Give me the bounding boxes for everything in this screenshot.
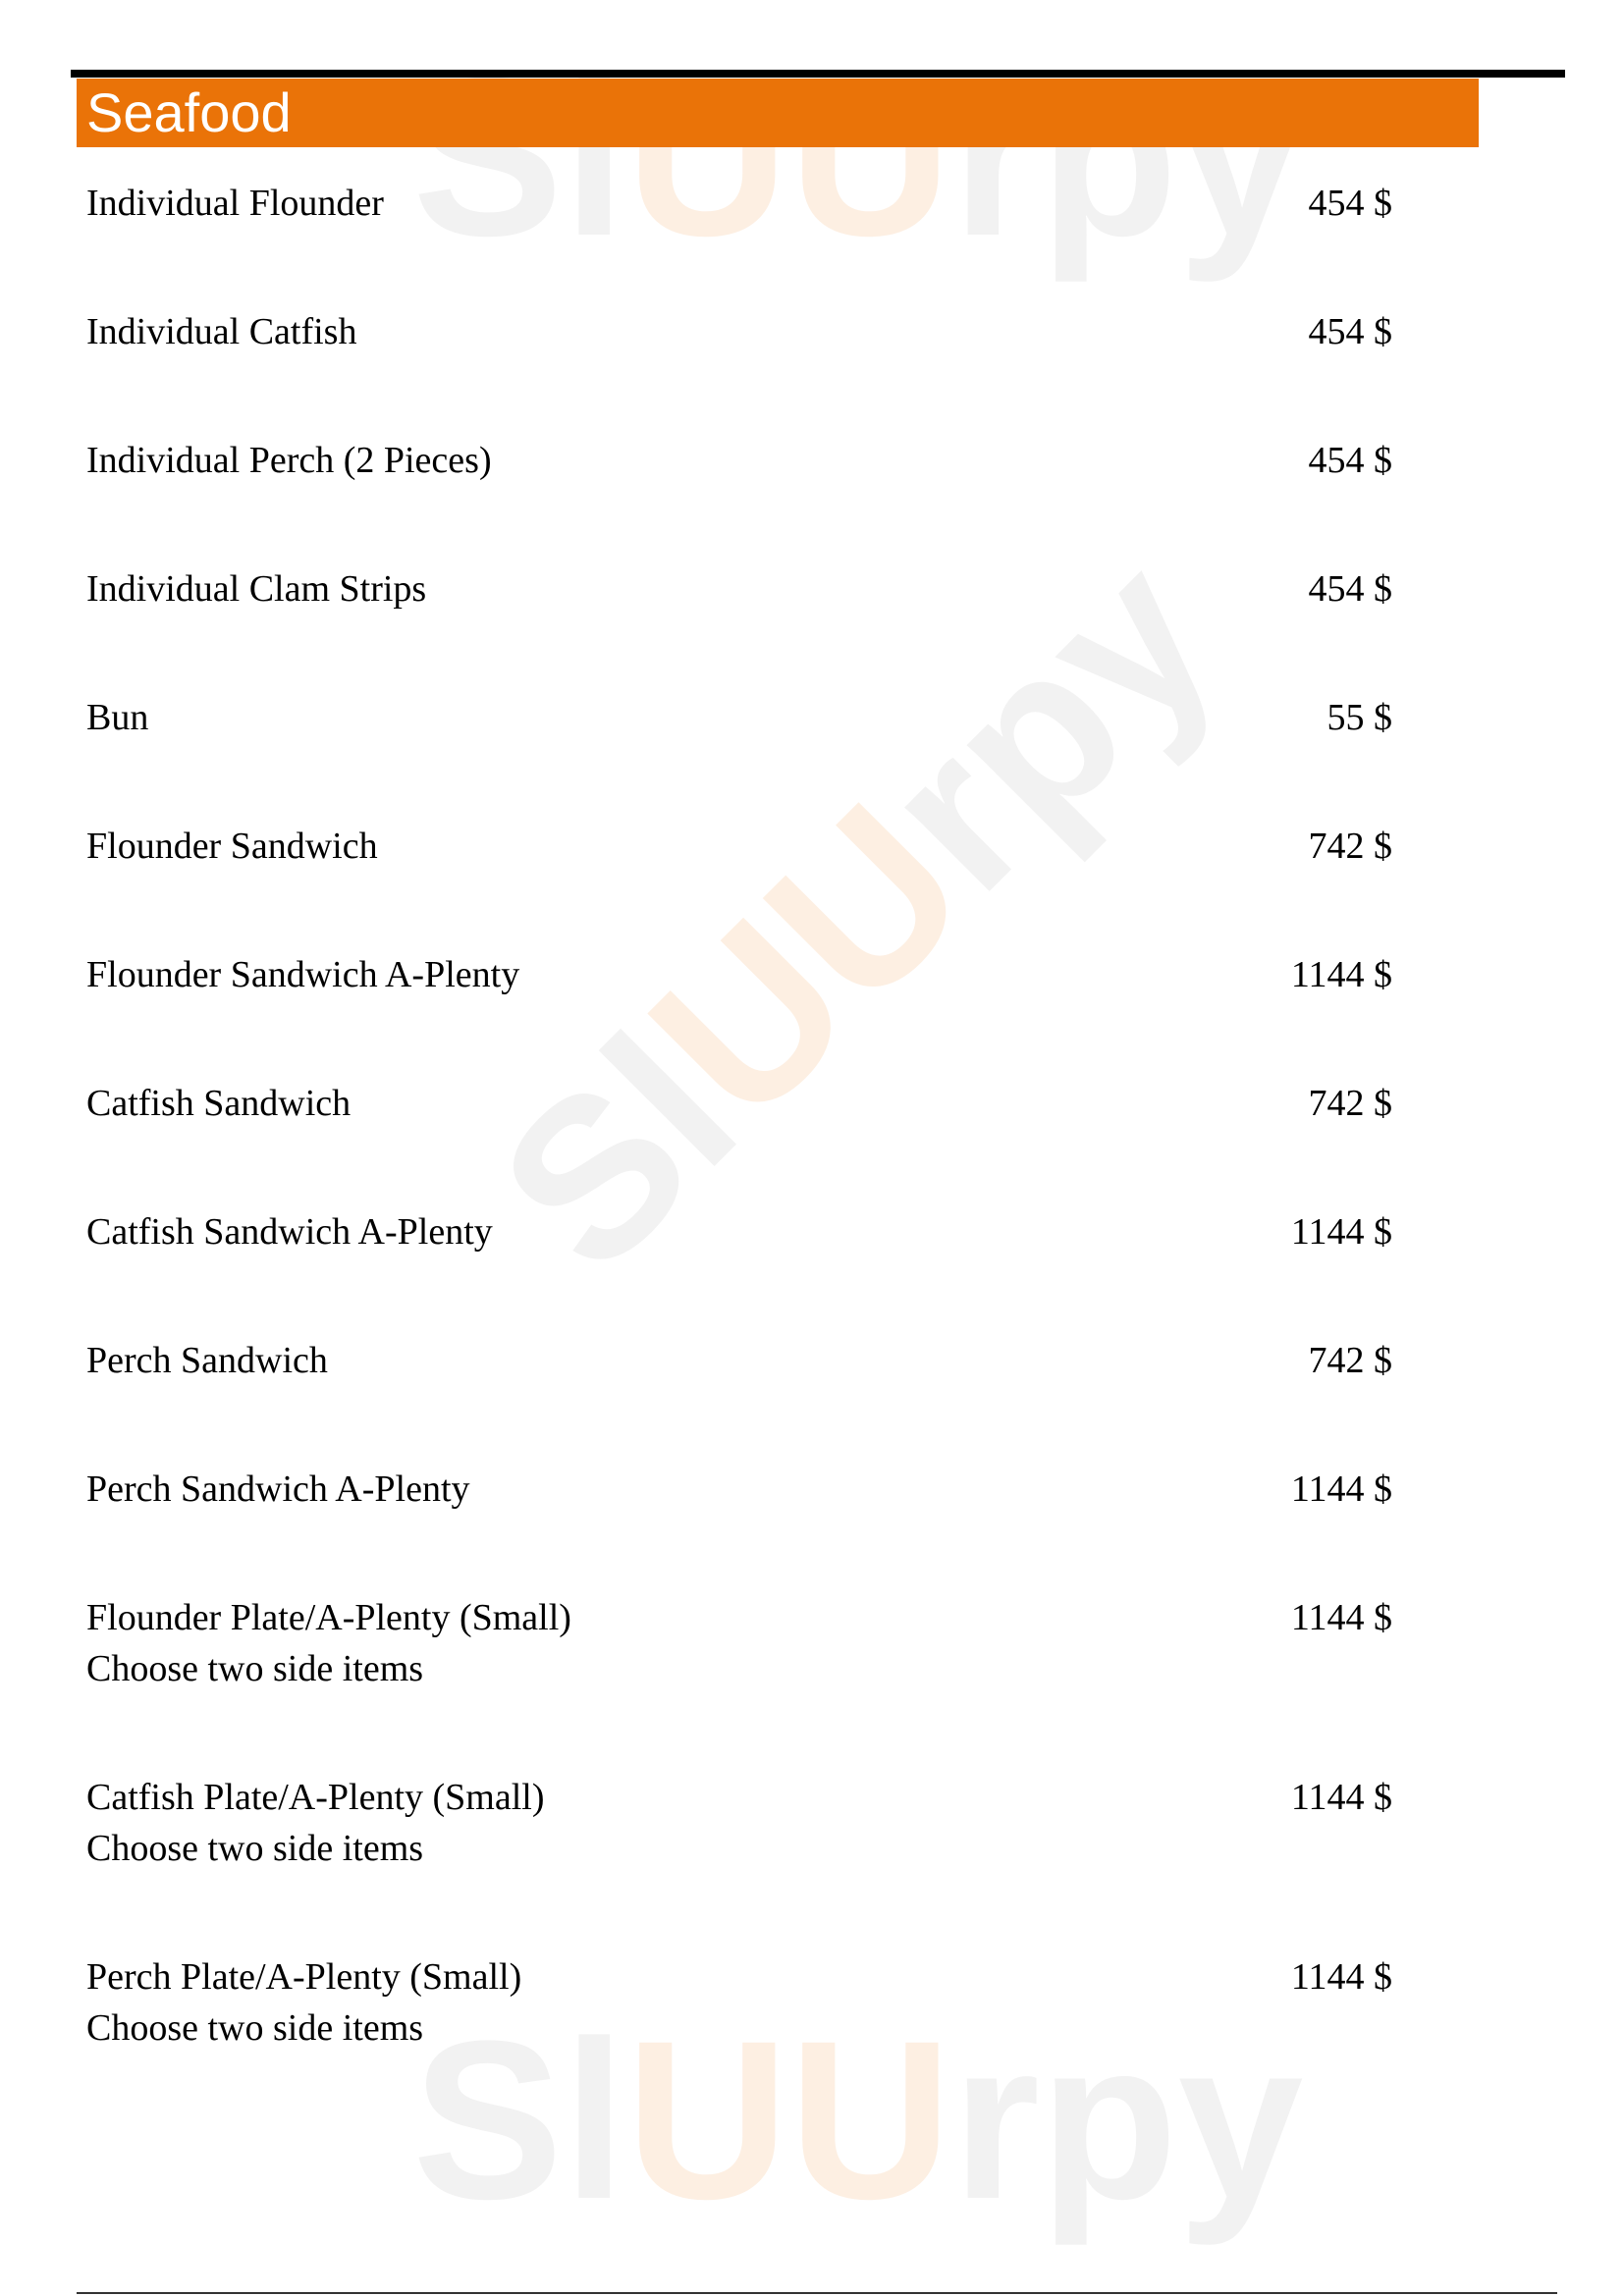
item-name: Perch Sandwich — [86, 1340, 328, 1381]
item-name: Individual Clam Strips — [86, 568, 427, 610]
item-price: 1144 $ — [1290, 954, 1392, 995]
item-name: Perch Sandwich A-Plenty — [86, 1468, 470, 1510]
item-price: 454 $ — [1308, 311, 1392, 352]
bottom-rule — [77, 2292, 1557, 2294]
item-price: 742 $ — [1308, 1083, 1392, 1124]
menu-item — [86, 821, 1392, 872]
watermark-bottom: SlUUrpy — [412, 1994, 1304, 2246]
item-name: Individual Flounder — [86, 183, 384, 224]
item-price: 742 $ — [1308, 1340, 1392, 1381]
item-price: 1144 $ — [1290, 1956, 1392, 1998]
watermark-middle: SlUUrpy — [452, 509, 1262, 1318]
item-name: Catfish Plate/A-Plenty (Small) — [86, 1777, 545, 1818]
item-name: Bun — [86, 697, 149, 738]
menu-item — [86, 306, 1392, 357]
section-header — [77, 79, 1479, 147]
menu-item — [86, 1078, 1392, 1129]
menu-item — [86, 1464, 1392, 1515]
item-price: 55 $ — [1326, 697, 1392, 738]
menu-item — [86, 1951, 1392, 2054]
item-name: Individual Perch (2 Pieces) — [86, 440, 492, 481]
menu-item — [86, 1206, 1392, 1257]
item-price: 742 $ — [1308, 826, 1392, 867]
section-title: Seafood — [86, 81, 292, 143]
item-description: Choose two side items — [86, 1828, 424, 1869]
item-price: 1144 $ — [1290, 1211, 1392, 1253]
item-name: Catfish Sandwich A-Plenty — [86, 1211, 493, 1253]
menu-item — [86, 1335, 1392, 1386]
item-name: Flounder Sandwich — [86, 826, 378, 867]
menu-item — [86, 563, 1392, 614]
item-name: Flounder Sandwich A-Plenty — [86, 954, 520, 995]
item-name: Flounder Plate/A-Plenty (Small) — [86, 1597, 571, 1638]
item-name: Catfish Sandwich — [86, 1083, 352, 1124]
menu-item — [86, 435, 1392, 486]
menu-item — [86, 1592, 1392, 1694]
item-price: 1144 $ — [1290, 1597, 1392, 1638]
item-name: Perch Plate/A-Plenty (Small) — [86, 1956, 522, 1998]
item-description: Choose two side items — [86, 1648, 424, 1689]
item-price: 454 $ — [1308, 183, 1392, 224]
item-price: 454 $ — [1308, 568, 1392, 610]
watermark-top: SlUUrpy — [412, 30, 1304, 283]
item-description: Choose two side items — [86, 2007, 424, 2049]
menu-item — [86, 1772, 1392, 1874]
top-rule — [71, 70, 1565, 78]
item-name: Individual Catfish — [86, 311, 357, 352]
item-price: 1144 $ — [1290, 1777, 1392, 1818]
menu-item — [86, 178, 1392, 229]
item-price: 1144 $ — [1290, 1468, 1392, 1510]
menu-item — [86, 949, 1392, 1000]
menu-item — [86, 692, 1392, 743]
item-price: 454 $ — [1308, 440, 1392, 481]
